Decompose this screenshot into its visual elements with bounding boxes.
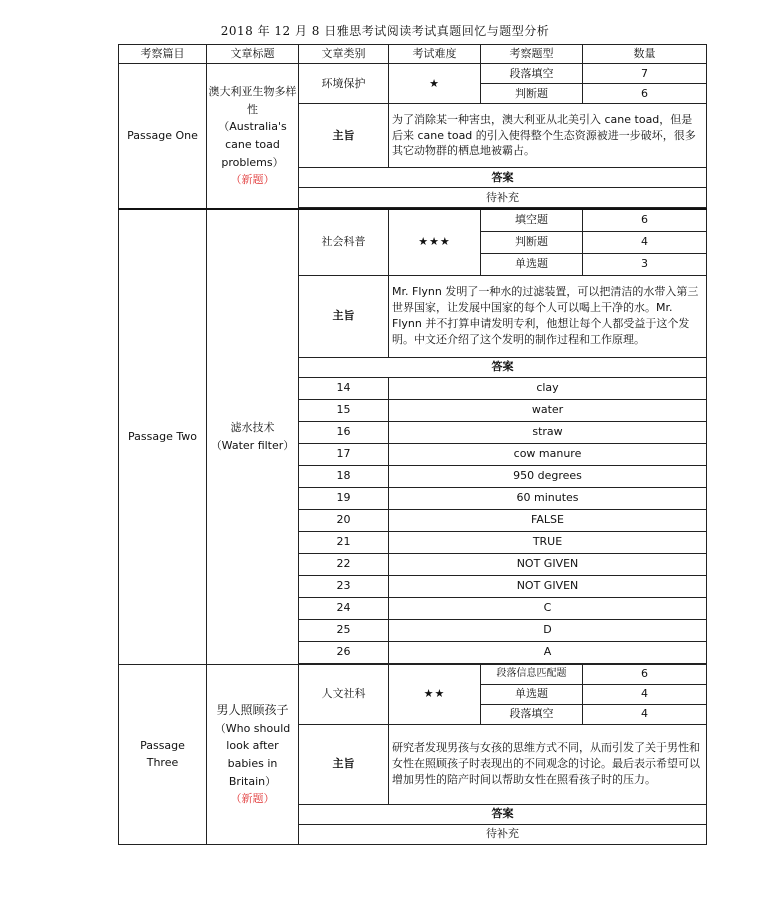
answer-number: 17 [299,443,389,465]
answer-number: 24 [299,597,389,619]
header-cell: 考察题型 [481,45,583,64]
question-type: 单选题 [481,684,583,704]
question-count: 3 [583,253,707,275]
answer-value: 950 degrees [389,465,707,487]
header-cell: 文章标题 [207,45,299,64]
answer-label: 答案 [299,168,707,188]
answer-number: 15 [299,399,389,421]
question-count: 4 [583,684,707,704]
article-title-en: （Water filter） [210,438,295,452]
analysis-table [118,44,707,845]
header-row [119,45,707,64]
question-type: 单选题 [481,253,583,275]
answer-number: 20 [299,509,389,531]
category-cell: 人文社科 [299,664,389,724]
answer-number: 14 [299,377,389,399]
answer-value: NOT GIVEN [389,553,707,575]
header-cell: 考试难度 [389,45,481,64]
table-row [119,209,707,231]
article-title-en: （Australia's cane toad problems） [218,120,287,169]
main-idea-text: Mr. Flynn 发明了一种水的过滤装置，可以把清洁的水带入第三世界国家，让发展中国家的每个人可以喝上干净的水。Mr. Flynn 并不打算申请发明专利，他想让每个人都受益于这个发明。中文还介绍了这个发明的制作过程和工作原理。 [389,275,707,357]
answer-value: NOT GIVEN [389,575,707,597]
answer-value: cow manure [389,443,707,465]
document-title: 2018 年 12 月 8 日雅思考试阅读考试真题回忆与题型分析 [220,24,550,38]
answer-number: 23 [299,575,389,597]
main-idea-label: 主旨 [299,275,389,357]
question-type: 段落填空 [481,64,583,84]
answer-label: 答案 [299,804,707,824]
question-type: 段落填空 [481,704,583,724]
main-idea-label: 主旨 [299,724,389,804]
answer-value: TRUE [389,531,707,553]
main-idea-text: 研究者发现男孩与女孩的思维方式不同，从而引发了关于男性和女性在照顾孩子时表现出的不同观念的讨论。最后表示希望可以增加男性的陪产时间以帮助女性在照看孩子时的压力。 [389,724,707,804]
answer-number: 21 [299,531,389,553]
question-count: 6 [583,209,707,231]
article-title-en: （Who should look after babies in Britain） [214,721,291,788]
category-cell: 环境保护 [299,64,389,104]
main-idea-label: 主旨 [299,104,389,168]
header-cell: 文章类别 [299,45,389,64]
answer-number: 19 [299,487,389,509]
new-tag: （新题） [230,792,275,806]
difficulty-cell: ★★★ [389,209,481,275]
new-tag: （新题） [230,173,275,187]
passage-name: Passage Two [119,209,207,664]
answer-value: water [389,399,707,421]
answer-value: D [389,619,707,641]
answer-number: 26 [299,641,389,663]
header-cell: 数量 [583,45,707,64]
table-row [119,664,707,684]
question-type: 判断题 [481,231,583,253]
category-cell: 社会科普 [299,209,389,275]
question-count: 4 [583,704,707,724]
answer-value: clay [389,377,707,399]
answer-number: 25 [299,619,389,641]
passage-name: Passage One [119,64,207,210]
passage-name [119,664,207,845]
answer-text: 待补充 [299,824,707,844]
header-cell: 考察篇目 [119,45,207,64]
article-title-cn: 男人照顾孩子 [216,702,289,717]
answer-value: 60 minutes [389,487,707,509]
question-type: 段落信息匹配题 [481,664,583,684]
article-title-cell [207,209,299,664]
article-title-cn: 澳大利亚生物多样性 [208,85,297,116]
question-count: 6 [583,664,707,684]
answer-number: 16 [299,421,389,443]
table-row [119,64,707,84]
difficulty-cell: ★ [389,64,481,104]
answer-number: 22 [299,553,389,575]
article-title-cell [207,64,299,210]
answer-number: 18 [299,465,389,487]
main-idea-text: 为了消除某一种害虫，澳大利亚从北美引入 cane toad，但是后来 cane toad 的引入使得整个生态资源被进一步破坏，很多其它动物群的栖息地被霸占。 [389,104,707,168]
passage-name-text: Passage Three [140,738,185,770]
answer-value: A [389,641,707,663]
question-type: 判断题 [481,84,583,104]
answer-value: straw [389,421,707,443]
answer-label: 答案 [299,357,707,377]
question-count: 6 [583,84,707,104]
article-title-cell [207,664,299,845]
question-type: 填空题 [481,209,583,231]
question-count: 7 [583,64,707,84]
answer-value: C [389,597,707,619]
answer-text: 待补充 [299,188,707,208]
difficulty-cell: ★★ [389,664,481,724]
article-title-cn: 滤水技术 [230,421,275,435]
question-count: 4 [583,231,707,253]
answer-value: FALSE [389,509,707,531]
